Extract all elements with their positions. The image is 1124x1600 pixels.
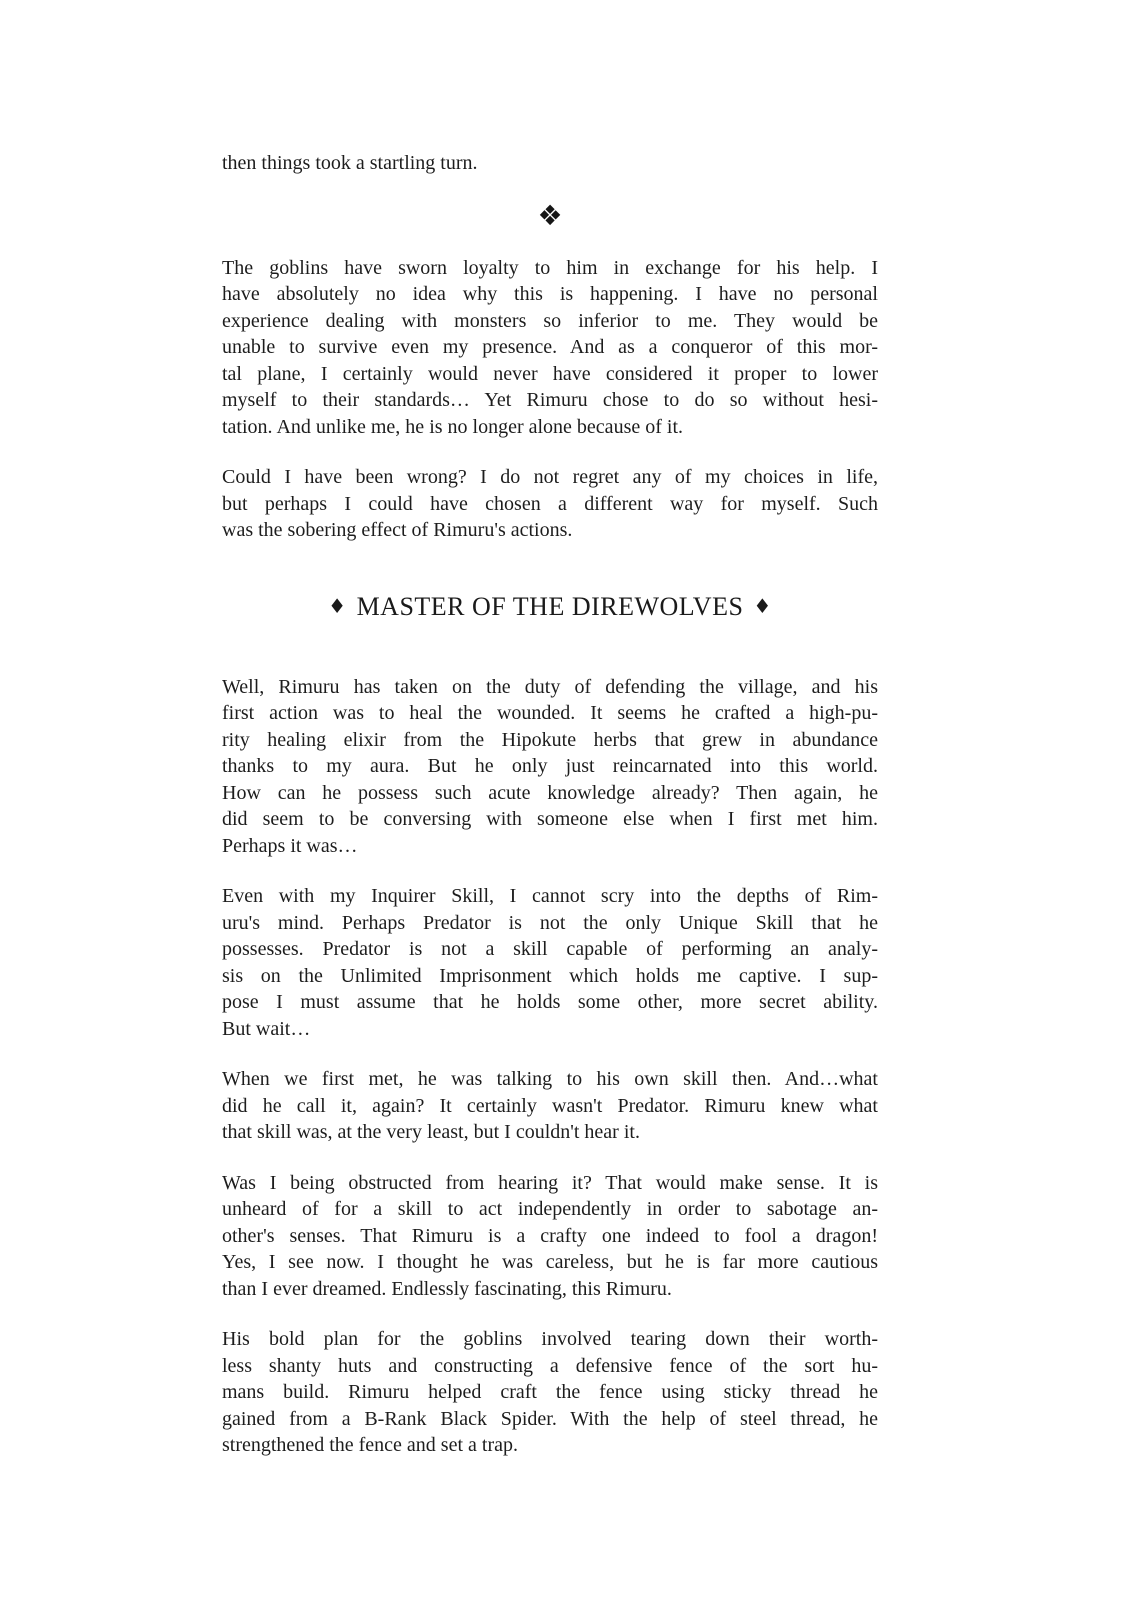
text-line: unheard of for a skill to act independently in order to sabotage an- [222, 1198, 878, 1220]
text-line: tal plane, I certainly would never have considered it proper to lower [222, 362, 878, 385]
paragraph [222, 883, 878, 1042]
text-line: uru's mind. Perhaps Predator is not the only Unique Skill that he [222, 911, 878, 934]
text-line: strengthened the fence and set a trap. [222, 1434, 518, 1456]
text-line: rity healing elixir from the Hipokute herbs that grew in abundance [222, 728, 878, 751]
paragraph [222, 674, 878, 860]
section-heading [222, 589, 878, 624]
text-line: less shanty huts and constructing a defensive fence of the sort hu- [222, 1354, 878, 1377]
section-heading-title: MASTER OF THE DIREWOLVES [356, 591, 744, 621]
paragraph [222, 1066, 878, 1146]
text-line: then things took a startling turn. [222, 152, 478, 174]
text-line: mans build. Rimuru helped craft the fence using sticky thread he [222, 1381, 878, 1403]
text-line: but perhaps I could have chosen a different way for myself. Such [222, 492, 878, 515]
text-line: possesses. Predator is not a skill capable of performing an analy- [222, 938, 878, 960]
text-line: gained from a B-Rank Black Spider. With the help of steel thread, he [222, 1407, 878, 1430]
text-line: Well, Rimuru has taken on the duty of defending the village, and his [222, 675, 878, 698]
text-line: thanks to my aura. But he only just reincarnated into this world. [222, 755, 878, 777]
paragraph [222, 464, 878, 544]
text-block [222, 150, 878, 1483]
paragraph-continuation [222, 150, 878, 177]
text-line: have absolutely no idea why this is happening. I have no personal [222, 283, 878, 305]
text-line: than I ever dreamed. Endlessly fascinating, this Rimuru. [222, 1277, 672, 1300]
text-line: sis on the Unlimited Imprisonment which holds me captive. I sup- [222, 964, 878, 987]
text-line: was the sobering effect of Rimuru's actions. [222, 519, 573, 541]
text-line: His bold plan for the goblins involved tearing down their worth- [222, 1328, 878, 1350]
diamond-icon: ♦ [328, 593, 347, 618]
text-line: tation. And unlike me, he is no longer alone because of it. [222, 415, 683, 438]
text-line: The goblins have sworn loyalty to him in exchange for his help. I [222, 256, 878, 279]
text-line: that skill was, at the very least, but I couldn't hear it. [222, 1121, 640, 1143]
text-line: When we first met, he was talking to his own skill then. And…what [222, 1068, 878, 1090]
paragraph [222, 255, 878, 441]
text-line: experience dealing with monsters so inferior to me. They would be [222, 309, 878, 332]
text-line: did seem to be conversing with someone else when I first met him. [222, 808, 878, 830]
text-line: But wait… [222, 1017, 311, 1040]
diamond-icon: ♦ [753, 593, 772, 618]
text-line: first action was to heal the wounded. It seems he crafted a high-pu- [222, 702, 878, 724]
text-line: How can he possess such acute knowledge already? Then again, he [222, 781, 878, 804]
text-line: other's senses. That Rimuru is a crafty one indeed to fool a dragon! [222, 1224, 878, 1247]
text-line: Yes, I see now. I thought he was careless, but he is far more cautious [222, 1251, 878, 1273]
text-line: Even with my Inquirer Skill, I cannot scry into the depths of Rim- [222, 885, 878, 907]
text-line: pose I must assume that he holds some other, more secret ability. [222, 991, 878, 1013]
text-line: did he call it, again? It certainly wasn't Predator. Rimuru knew what [222, 1094, 878, 1117]
text-line: Was I being obstructed from hearing it? That would make sense. It is [222, 1171, 878, 1194]
text-line: unable to survive even my presence. And as a conqueror of this mor- [222, 336, 878, 358]
paragraph [222, 1170, 878, 1303]
text-line: myself to their standards… Yet Rimuru chose to do so without hesi- [222, 389, 878, 411]
text-line: Could I have been wrong? I do not regret any of my choices in life, [222, 466, 878, 488]
text-line: Perhaps it was… [222, 834, 358, 857]
scene-break-fleuron-icon: ❖ [537, 198, 563, 232]
paragraph [222, 1326, 878, 1459]
